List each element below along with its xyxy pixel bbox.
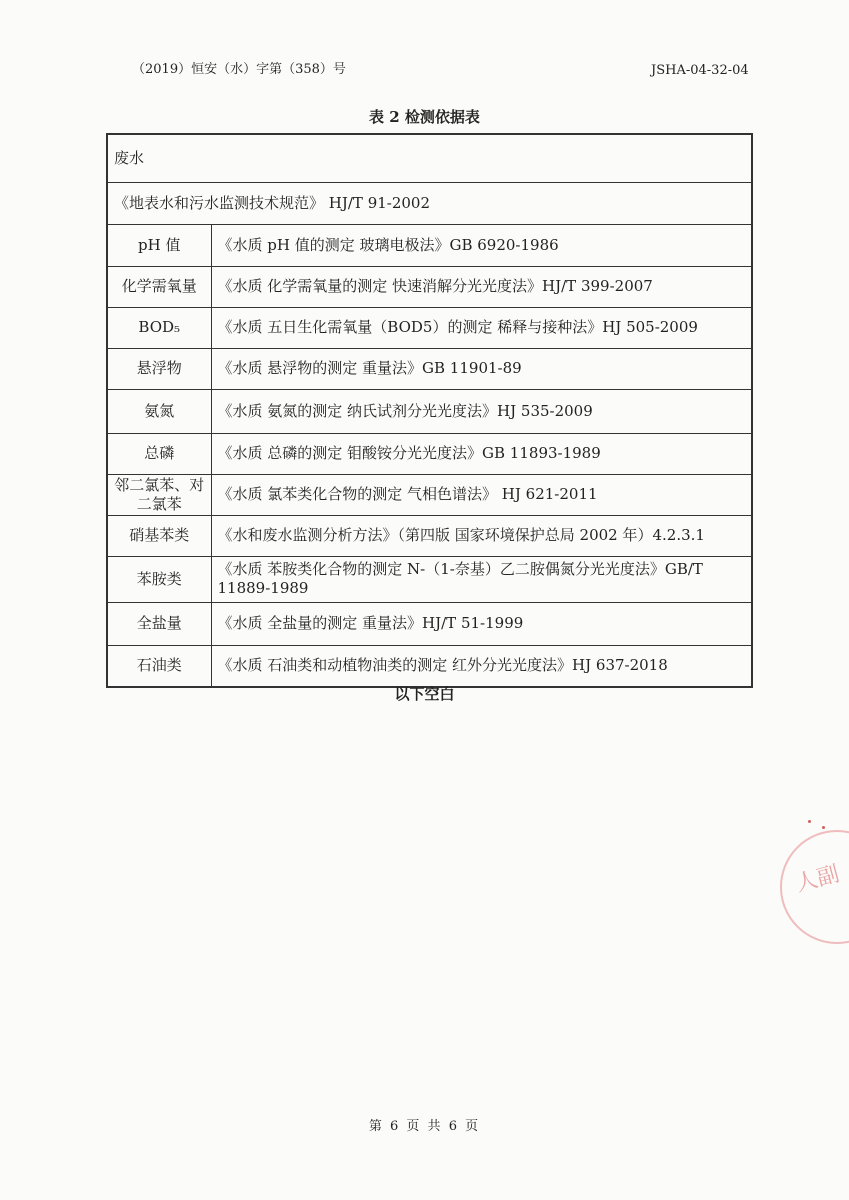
method-cell: 《水质 五日生化需氧量（BOD5）的测定 稀释与接种法》HJ 505-2009: [211, 307, 752, 348]
method-cell: 《水和废水监测分析方法》（第四版 国家环境保护总局 2002 年）4.2.3.1: [211, 515, 752, 556]
method-cell: 《水质 pH 值的测定 玻璃电极法》GB 6920-1986: [211, 224, 752, 266]
table-title: 表 2 检测依据表: [369, 108, 480, 126]
report-number: （2019）恒安（水）字第（358）号: [132, 62, 346, 77]
item-cell: pH 值: [107, 224, 211, 266]
item-cell: 化学需氧量: [107, 266, 211, 307]
form-number: JSHA-04-32-04: [651, 63, 749, 78]
method-cell: 《水质 悬浮物的测定 重量法》GB 11901-89: [211, 348, 752, 389]
standards-table: [106, 133, 753, 688]
table-row: [107, 266, 752, 307]
item-cell: BOD₅: [107, 307, 211, 348]
table-row: [107, 307, 752, 348]
general-spec-cell: 《地表水和污水监测技术规范》 HJ/T 91-2002: [107, 182, 752, 224]
blank-below-note: 以下空白: [394, 685, 455, 703]
table-row: [107, 515, 752, 556]
method-cell: 《水质 石油类和动植物油类的测定 红外分光光度法》HJ 637-2018: [211, 645, 752, 687]
method-cell: 《水质 全盐量的测定 重量法》HJ/T 51-1999: [211, 602, 752, 645]
page-number: 第 6 页 共 6 页: [368, 1119, 481, 1134]
item-cell: 氨氮: [107, 389, 211, 433]
table-row: [107, 433, 752, 474]
table-row: [107, 182, 752, 224]
item-cell: 石油类: [107, 645, 211, 687]
ink-speck: [822, 826, 825, 829]
table-row: [107, 556, 752, 602]
table-row: [107, 348, 752, 389]
method-cell: 《水质 氯苯类化合物的测定 气相色谱法》 HJ 621-2011: [211, 474, 752, 515]
item-cell: 邻二氯苯、对二氯苯: [107, 474, 211, 515]
table-row: [107, 389, 752, 433]
table-row: [107, 645, 752, 687]
item-cell: 总磷: [107, 433, 211, 474]
table-row: [107, 224, 752, 266]
table-row: [107, 474, 752, 515]
ink-speck: [808, 820, 811, 823]
item-cell: 苯胺类: [107, 556, 211, 602]
seal-stamp-text: 人副: [793, 861, 843, 898]
item-cell: 硝基苯类: [107, 515, 211, 556]
item-cell: 悬浮物: [107, 348, 211, 389]
method-cell: 《水质 化学需氧量的测定 快速消解分光光度法》HJ/T 399-2007: [211, 266, 752, 307]
category-cell: 废水: [107, 134, 752, 182]
method-cell: 《水质 氨氮的测定 纳氏试剂分光光度法》HJ 535-2009: [211, 389, 752, 433]
table-row: [107, 134, 752, 182]
table-row: [107, 602, 752, 645]
item-cell: 全盐量: [107, 602, 211, 645]
method-cell: 《水质 苯胺类化合物的测定 N-（1-奈基）乙二胺偶氮分光光度法》GB/T 11889-1989: [211, 556, 752, 602]
method-cell: 《水质 总磷的测定 钼酸铵分光光度法》GB 11893-1989: [211, 433, 752, 474]
